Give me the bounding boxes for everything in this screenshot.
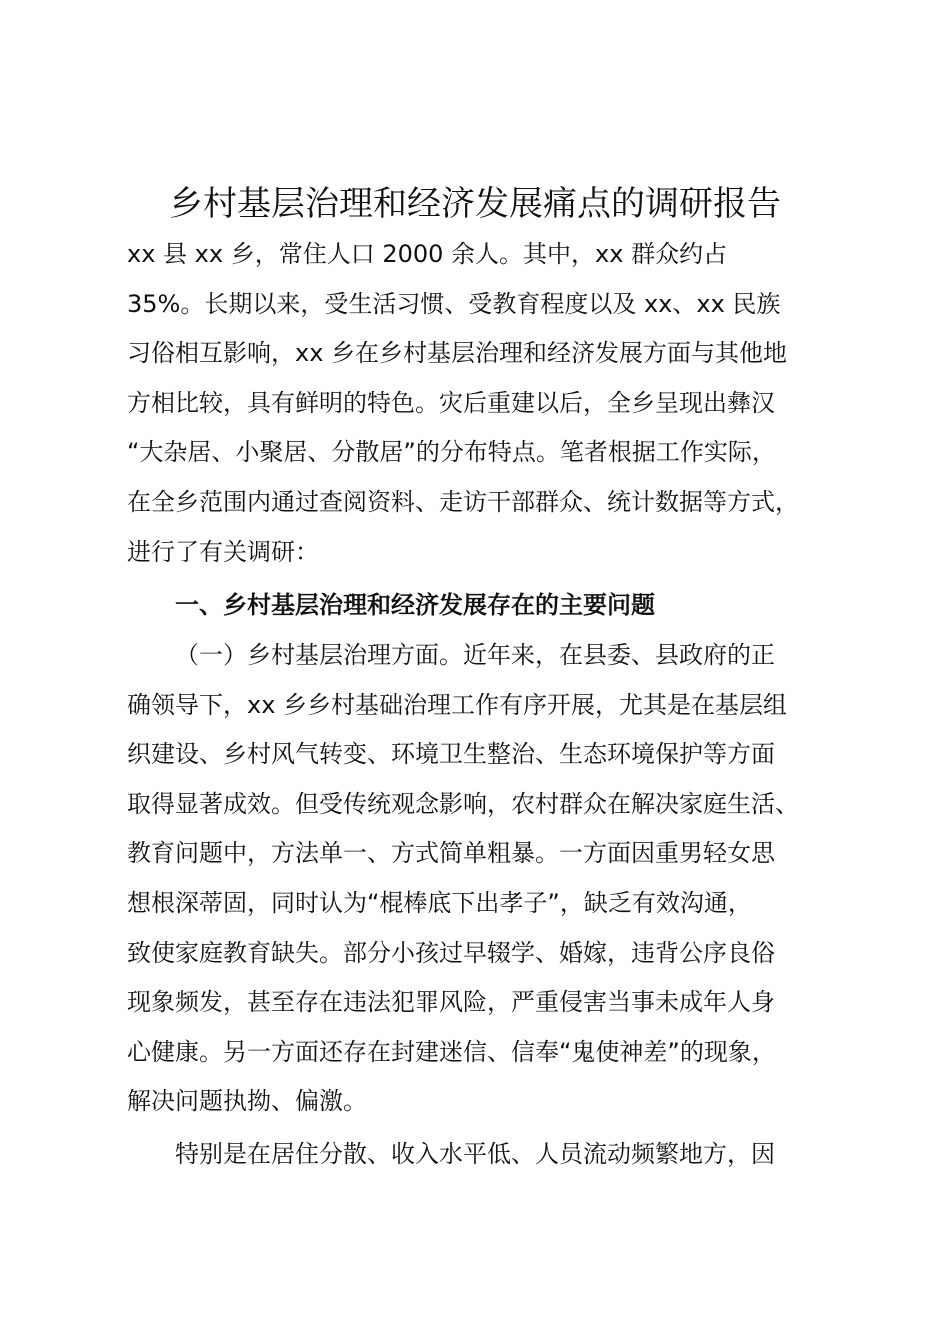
intro-paragraph — [127, 230, 862, 577]
paragraph-line: 35%。长期以来，受生活习惯、受教育程度以及 xx、xx 民族 — [127, 289, 781, 318]
paragraph-line: 在全乡范围内通过查阅资料、走访干部群众、统计数据等方式， — [127, 487, 799, 516]
paragraph-line: 取得显著成效。但受传统观念影响，农村群众在解决家庭生活、 — [127, 789, 799, 818]
paragraph-line: 进行了有关调研： — [127, 537, 319, 566]
paragraph-line: xx 县 xx 乡，常住人口 2000 余人。其中，xx 群众约占 — [127, 240, 728, 268]
paragraph-line: 解决问题执拗、偏激。 — [127, 1087, 367, 1116]
document-title: 乡村基层治理和经济发展痛点的调研报告 — [169, 184, 781, 224]
paragraph-line: 特别是在居住分散、收入水平低、人员流动频繁地方，因 — [175, 1140, 775, 1168]
paragraph-line: 心健康。另一方面还存在封建迷信、信奉“鬼使神差”的现象， — [127, 1037, 776, 1066]
section-heading: 一、乡村基层治理和经济发展存在的主要问题 — [175, 591, 655, 619]
paragraph-line: 现象频发，甚至存在违法犯罪风险，严重侵害当事未成年人身 — [127, 988, 775, 1017]
subsection-paragraph — [127, 631, 862, 1127]
paragraph-line: （一）乡村基层治理方面。近年来，在县委、县政府的正 — [175, 641, 775, 669]
paragraph-line: 教育问题中，方法单一、方式简单粗暴。一方面因重男轻女思 — [127, 839, 775, 868]
continuation-paragraph — [127, 1130, 862, 1180]
paragraph-line: 方相比较，具有鲜明的特色。灾后重建以后，全乡呈现出彝汉 — [127, 388, 775, 417]
paragraph-line: 确领导下，xx 乡乡村基础治理工作有序开展，尤其是在基层组 — [127, 690, 788, 719]
paragraph-line: 织建设、乡村风气转变、环境卫生整治、生态环境保护等方面 — [127, 740, 775, 769]
paragraph-line: 想根深蒂固，同时认为“棍棒底下出孝子”，缺乏有效沟通， — [127, 888, 752, 917]
paragraph-line: 致使家庭教育缺失。部分小孩过早辍学、婚嫁，违背公序良俗 — [127, 938, 775, 967]
paragraph-line: 习俗相互影响，xx 乡在乡村基层治理和经济发展方面与其他地 — [127, 339, 788, 368]
paragraph-line: “大杂居、小聚居、分散居”的分布特点。笔者根据工作实际， — [127, 438, 776, 467]
